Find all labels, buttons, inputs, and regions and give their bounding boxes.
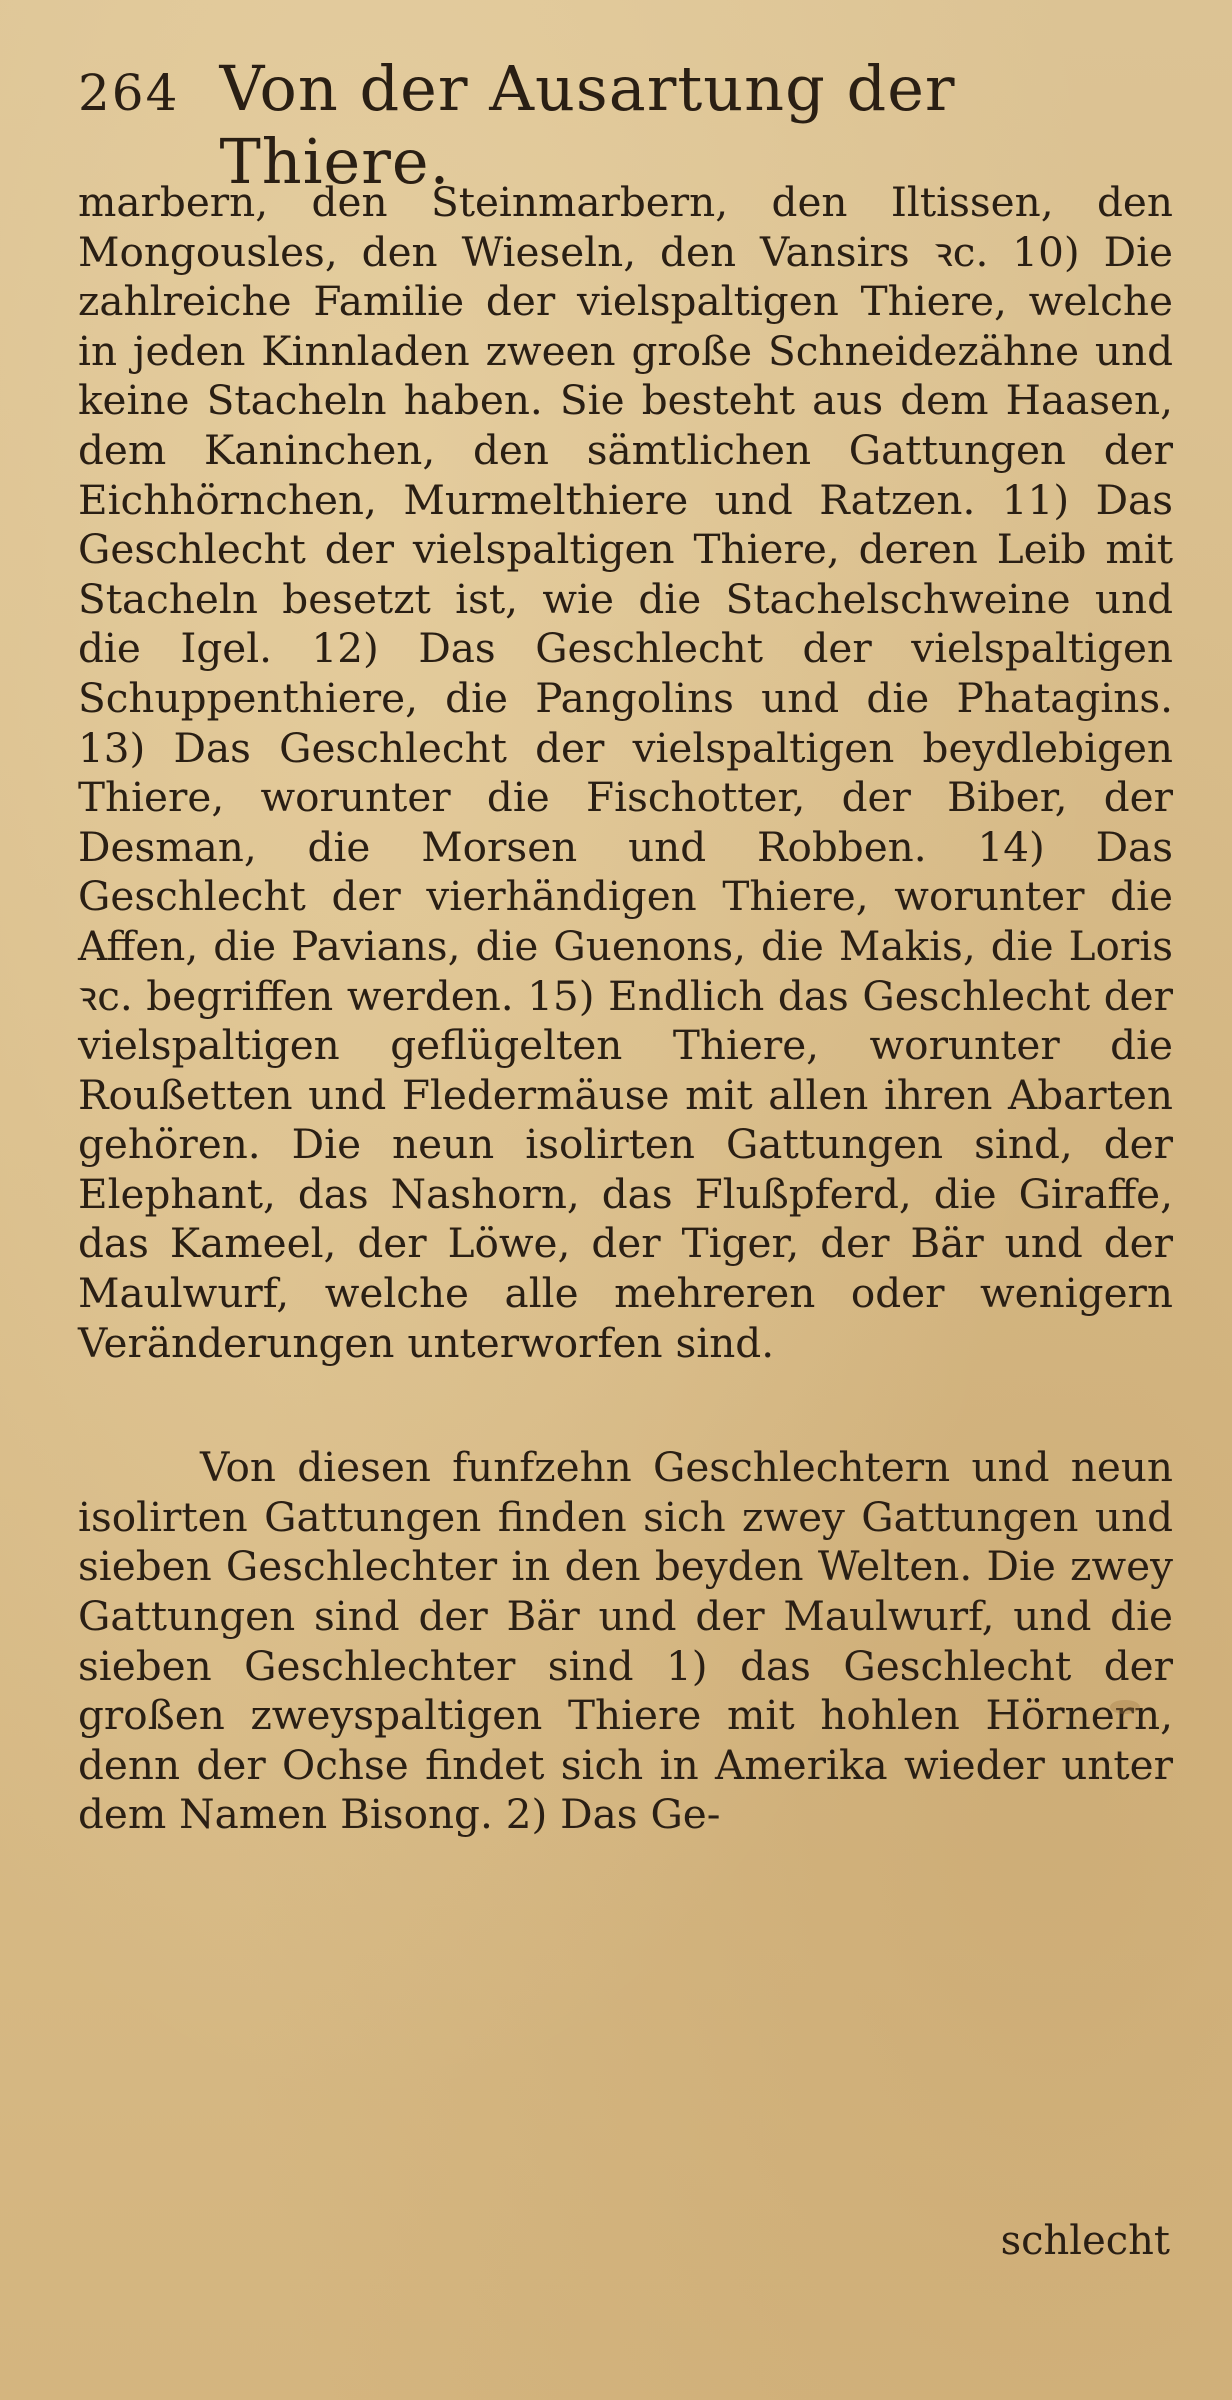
running-head: Von der Ausartung der Thiere. — [219, 52, 956, 198]
body-text — [78, 178, 1173, 1840]
page-number: 264 — [78, 64, 180, 122]
paragraph-2: Von diesen funfzehn Geschlechtern und neun isolirten Gattungen finden sich zwey Gattungen und sieben Geschlechter in den beyden Welten. Die zwey Gattungen sind der Bär und der Maulwurf, und die sieben Geschlechter sind 1) das Geschlecht der großen zweyspaltigen Thiere mit hohlen Hörnern, denn der Ochse findet sich in Amerika wieder unter dem Namen Bisong. 2) Das Ge- — [78, 1443, 1173, 1839]
catchword: schlecht — [1000, 2218, 1170, 2264]
paragraph-1: marbern, den Steinmarbern, den Iltissen, den Mongousles, den Wieseln, den Vansirs ꝛc. 10) Die zahlreiche Familie der vielspaltigen Thiere, welche in jeden Kinnladen zween große Schneidezähne und keine Stacheln haben. Sie besteht aus dem Haasen, dem Kaninchen, den sämtlichen Gattungen der Eichhörnchen, Murmelthiere und Ratzen. 11) Das Geschlecht der vielspaltigen Thiere, deren Leib mit Stacheln besetzt ist, wie die Stachelschweine und die Igel. 12) Das Geschlecht der vielspaltigen Schuppenthiere, die Pangolins und die Phatagins. 13) Das Geschlecht der vielspaltigen beydlebigen Thiere, worunter die Fischotter, der Biber, der Desman, die Morsen und Robben. 14) Das Geschlecht der vierhändigen Thiere, worunter die Affen, die Pavians, die Guenons, die Makis, die Loris ꝛc. begriffen werden. 15) Endlich das Geschlecht der vielspaltigen geflügelten Thiere, worunter die Roußetten und Fledermäuse mit allen ihren Abarten gehören. Die neun isolirten Gattungen sind, der Elephant, das Nashorn, das Flußpferd, die Giraffe, das Kameel, der Löwe, der Tiger, der Bär und der Maulwurf, welche alle mehreren oder wenigern Veränderungen unterworfen sind. — [78, 178, 1173, 1367]
paper-stain — [1110, 1700, 1140, 1714]
page-header — [78, 52, 1158, 198]
